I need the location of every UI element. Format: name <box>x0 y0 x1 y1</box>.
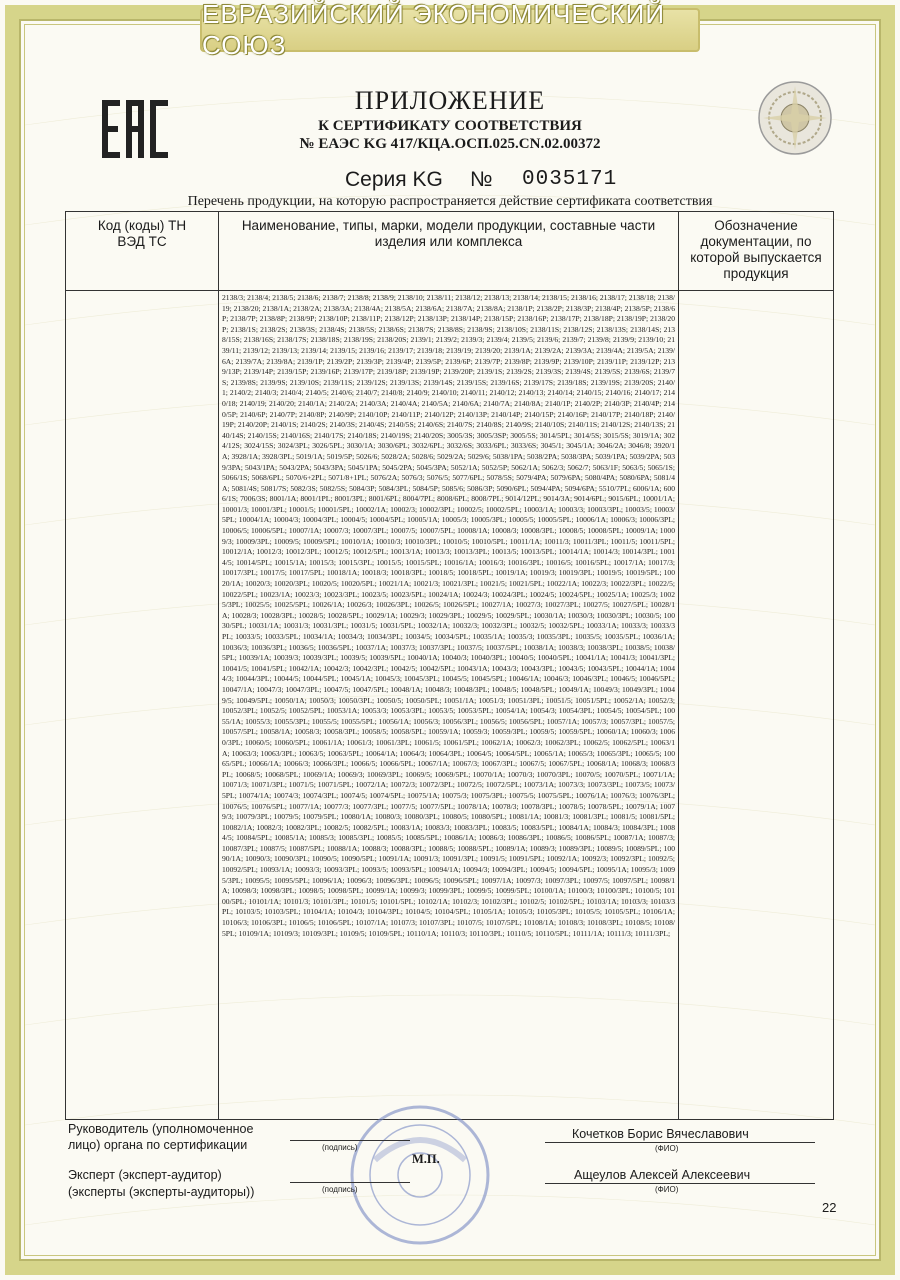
doc-cell <box>679 291 834 1120</box>
header-name: Наименование, типы, марки, модели продукции, составные части изделия или комплекса <box>219 212 679 291</box>
document-subtitle: К СЕРТИФИКАТУ СООТВЕТСТВИЯ <box>318 118 582 134</box>
expert-name: Ащеулов Алексей Алексеевич <box>574 1168 751 1182</box>
name-cell <box>219 291 679 1120</box>
eaeu-banner <box>200 0 700 60</box>
list-caption: Перечень продукции, на которую распространяется действие сертификата соответствия <box>187 194 713 209</box>
series-row <box>300 168 620 194</box>
head-label-line2: лицо) органа по сертификации <box>68 1138 248 1152</box>
model-list: 2138/3; 2138/4; 2138/5; 2138/6; 2138/7; 2138/8; 2138/9; 2138/10; 2138/11; 2138/12; 2138/13; 2138/14; 2138/15; 2138/16; 2138/17; 2138/18; 2138/19; 2138/20; 2138/1A; 2138/2A; 2138/3A; 2138/4A; 2138/5A; 2138/6A; 2138/7A; 2138/8A; 2138/1P; 2138/2P; 2138/3P; 2138/4P; 2138/5P; 2138/6P; 2138/7P; 2138/8P; 2138/9P; 2138/10P; 2138/11P; 2138/12P; 2138/13P; 2138/14P; 2138/15P; 2138/16P; 2138/17P; 2138/18P; 2138/19P; 2138/20P; 2138/1S; 2138/2S; 2138/3S; 2138/4S; 2138/5S; 2138/6S; 2138/7S; 2138/8S; 2138/9S; 2138/10S; 2138/11S; 2138/12S; 2138/13S; 2138/14S; 2138/15S; 2138/16S; 2138/17S; 2138/18S; 2138/19S; 2138/20S; 2139/1; 2139/2; 2139/3; 2139/4; 2139/5; 2139/6; 2139/7; 2139/8; 2139/9; 2139/10; 2139/11; 2139/12; 2139/13; 2139/14; 2139/15; 2139/16; 2139/17; 2139/18; 2139/19; 2139/20; 2139/1A; 2139/2A; 2139/3A; 2139/4A; 2139/5A; 2139/6A; 2139/7A; 2139/8A; 2139/1P; 2139/2P; 2139/3P; 2139/4P; 2139/5P; 2139/6P; 2139/7P; 2139/8P; 2139/9P; 2139/10P; 2139/11P; 2139/12P; 2139/13P; 2139/14P; 2139/15P; 2139/16P; 2139/17P; 2139/18P; 2139/19P; 2139/20P; 2139/1S; 2139/2S; 2139/3S; 2139/4S; 2139/5S; 2139/6S; 2139/7S; 2139/8S; 2139/9S; 2139/10S; 2139/11S; 2139/12S; 2139/13S; 2139/14S; 2139/15S; 2139/16S; 2139/17S; 2139/18S; 2139/19S; 2139/20S; 2140/1; 2140/2; 2140/3; 2140/4; 2140/5; 2140/6; 2140/7; 2140/8; 2140/9; 2140/10; 2140/11; 2140/12; 2140/13; 2140/14; 2140/15; 2140/16; 2140/17; 2140/18; 2140/19; 2140/20; 2140/1A; 2140/2A; 2140/3A; 2140/4A; 2140/5A; 2140/6A; 2140/7A; 2140/8A; 2140/1P; 2140/2P; 2140/3P; 2140/4P; 2140/5P; 2140/6P; 2140/7P; 2140/8P; 2140/9P; 2140/10P; 2140/11P; 2140/12P; 2140/13P; 2140/14P; 2140/15P; 2140/16P; 2140/17P; 2140/18P; 2140/19P; 2140/20P; 2140/1S; 2140/2S; 2140/3S; 2140/4S; 2140/5S; 2140/6S; 2140/7S; 2140/8S; 2140/9S; 2140/10S; 2140/11S; 2140/12S; 2140/13S; 2140/14S; 2140/15S; 2140/16S; 2140/17S; 2140/18S; 2140/19S; 2140/20S; 3005/3S; 3005/3SP; 3005/5S; 3014/5PL; 3014/5S; 3015/5S; 3019/1A; 3024/12S; 3024/15S; 3024/3PL; 3026/5PL; 3030/1A; 3030/6PL; 3032/6PL; 3032/6S; 3033/6PL; 3033/6S; 3045/1; 3045/1A; 3046/2A; 3046/8; 3920/1A; 3928/1A; 3928/3PL; 5019/1A; 5019/5P; 5026/6; 5028/2A; 5028/6; 5029/2A; 5029/6; 5038/1PA; 5038/2PA; 5038/3PA; 5039/1PA; 5039/2PA; 5039/3PA; 5043/1PA; 5043/2PA; 5043/3PA; 5045/1PA; 5045/2PA; 5045/3PA; 5052/1A; 5052/5P; 5062/1A; 5062/3; 5062/7; 5063/1F; 5063/5; 5065/1S; 5066/1S; 5068/6PL; 5070/6+2PL; 5071/8+1PL; 5076/2A; 5076/3; 5076/5; 5077/6PL; 5078/5S; 5079/4PA; 5079/6PA; 5080/4PA; 5080/6PA; 5081/4A; 5081/4S; 5081/7S; 5082/3S; 5082/5S; 5084/3P; 5084/3PL; 5084/5P; 5085/6; 5086/3P; 5090/6PL; 5094/4PA; 5094/6PA; 5510/7PL; 6006/1A; 6006/1S; 7006/3S; 8001/1A; 8001/1PL; 8001/3PL; 8001/6PL; 8004/7PL; 8008/6PL; 8008/7PL; 9014/12PL; 9014/3A; 9014/6PL; 9015/6PL; 10001/1A; 10001/3; 10001/3PL; 10001/5; 10001/5PL; 10002/1A; 10002/3; 10002/3PL; 10002/5; 10002/5PL; 10003/1A; 10003/3; 10003/3PL; 10003/5; 10003/5PL; 10004/1A; 10004/3; 10004/3PL; 10004/5; 10004/5PL; 10005/1A; 10005/3; 10005/3PL; 10005/5; 10005/5PL; 10006/1A; 10006/3; 10006/3PL; 10006/5; 10006/5PL; 10007/1A; 10007/3; 10007/3PL; 10007/5; 10007/5PL; 10008/1A; 10008/3; 10008/3PL; 10008/5; 10008/5PL; 10009/1A; 10009/3; 10009/3PL; 10009/5; 10009/5PL; 10010/1A; 10010/3; 10010/3PL; 10010/5; 10010/5PL; 10011/1A; 10011/3; 10011/3PL; 10011/5; 10011/5PL; 10012/1A; 10012/3; 10012/3PL; 10012/5; 10012/5PL; 10013/1A; 10013/3; 10013/3PL; 10013/5; 10013/5PL; 10014/1A; 10014/3; 10014/3PL; 10014/5; 10014/5PL; 10015/1A; 10015/3; 10015/3PL; 10015/5; 10015/5PL; 10016/1A; 10016/3; 10016/3PL; 10016/5; 10016/5PL; 10017/1A; 10017/3; 10017/3PL; 10017/5; 10017/5PL; 10018/1A; 10018/3; 10018/3PL; 10018/5; 10018/5PL; 10019/1A; 10019/3; 10019/3PL; 10019/5; 10019/5PL; 10020/1A; 10020/3; 10020/3PL; 10020/5; 10020/5PL; 10021/1A; 10021/3; 10021/3PL; 10021/5; 10021/5PL; 10022/1A; 10022/3; 10022/3PL; 10022/5; 10022/5PL; 10023/1A; 10023/3; 10023/3PL; 10023/5; 10023/5PL; 10024/1A; 10024/3; 10024/3PL; 10024/5; 10024/5PL; 10025/1A; 10025/3; 10025/3PL; 10025/5; 10025/5PL; 10026/1A; 10026/3; 10026/3PL; 10026/5; 10026/5PL; 10027/1A; 10027/3; 10027/3PL; 10027/5; 10027/5PL; 10028/1A; 10028/3; 10028/3PL; 10028/5; 10028/5PL; 10029/1A; 10029/3; 10029/3PL; 10029/5; 10029/5PL; 10030/1A; 10030/3; 10030/3PL; 10030/5; 10030/5PL; 10031/1A; 10031/3; 10031/3PL; 10031/5; 10031/5PL; 10032/1A; 10032/3; 10032/3PL; 10032/5; 10032/5PL; 10033/1A; 10033/3; 10033/3PL; 10033/5; 10033/5PL; 10034/1A; 10034/3; 10034/3PL; 10034/5; 10034/5PL; 10035/1A; 10035/3; 10035/3PL; 10035/5; 10035/5PL; 10036/1A; 10036/3; 10036/3PL; 10036/5; 10036/5PL; 10037/1A; 10037/3; 10037/3PL; 10037/5; 10037/5PL; 10038/1A; 10038/3; 10038/3PL; 10038/5; 10038/5PL; 10039/1A; 10039/3; 10039/3PL; 10039/5; 10039/5PL; 10040/1A; 10040/3; 10040/3PL; 10040/5; 10040/5PL; 10041/1A; 10041/3; 10041/3PL; 10041/5; 10041/5PL; 10042/1A; 10042/3; 10042/3PL; 10042/5; 10042/5PL; 10043/1A; 10043/3; 10043/3PL; 10043/5; 10043/5PL; 10044/1A; 10044/3; 10044/3PL; 10044/5; 10044/5PL; 10045/1A; 10045/3; 10045/3PL; 10045/5; 10045/5PL; 10046/1A; 10046/3; 10046/3PL; 10046/5; 10046/5PL; 10047/1A; 10047/3; 10047/3PL; 10047/5; 10047/5PL; 10048/1A; 10048/3; 10048/3PL; 10048/5; 10048/5PL; 10049/1A; 10049/3; 10049/3PL; 10049/5; 10049/5PL; 10050/1A; 10050/3; 10050/3PL; 10050/5; 10050/5PL; 10051/1A; 10051/3; 10051/3PL; 10051/5; 10051/5PL; 10052/1A; 10052/3; 10052/3PL; 10052/5; 10052/5PL; 10053/1A; 10053/3; 10053/3PL; 10053/5; 10053/5PL; 10054/1A; 10054/3; 10054/3PL; 10054/5; 10054/5PL; 10055/1A; 10055/3; 10055/3PL; 10055/5; 10055/5PL; 10056/1A; 10056/3; 10056/3PL; 10056/5; 10056/5PL; 10057/1A; 10057/3; 10057/3PL; 10057/5; 10057/5PL; 10058/1A; 10058/3; 10058/3PL; 10058/5; 10058/5PL; 10059/1A; 10059/3; 10059/3PL; 10059/5; 10059/5PL; 10060/1A; 10060/3; 10060/3PL; 10060/5; 10060/5PL; 10061/1A; 10061/3; 10061/3PL; 10061/5; 10061/5PL; 10062/1A; 10062/3; 10062/3PL; 10062/5; 10062/5PL; 10063/1A; 10063/3; 10063/3PL; 10063/5; 10063/5PL; 10064/1A; 10064/3; 10064/3PL; 10064/5; 10064/5PL; 10065/1A; 10065/3; 10065/3PL; 10065/5; 10065/5PL; 10066/1A; 10066/3; 10066/3PL; 10066/5; 10066/5PL; 10067/1A; 10067/3; 10067/3PL; 10067/5; 10067/5PL; 10068/1A; 10068/3; 10068/3PL; 10068/5; 10068/5PL; 10069/1A; 10069/3; 10069/3PL; 10069/5; 10069/5PL; 10070/1A; 10070/3; 10070/3PL; 10070/5; 10070/5PL; 10071/1A; 10071/3; 10071/3PL; 10071/5; 10071/5PL; 10072/1A; 10072/3; 10072/3PL; 10072/5; 10072/5PL; 10073/1A; 10073/3; 10073/3PL; 10073/5; 10073/5PL; 10074/1A; 10074/3; 10074/3PL; 10074/5; 10074/5PL; 10075/1A; 10075/3; 10075/3PL; 10075/5; 10075/5PL; 10076/1A; 10076/3; 10076/3PL; 10076/5; 10076/5PL; 10077/1A; 10077/3; 10077/3PL; 10077/5; 10077/5PL; 10078/1A; 10078/3; 10078/3PL; 10078/5; 10078/5PL; 10079/1A; 10079/3; 10079/3PL; 10079/5; 10079/5PL; 10080/1A; 10080/3; 10080/3PL; 10080/5; 10080/5PL; 10081/1A; 10081/3; 10081/3PL; 10081/5; 10081/5PL; 10082/1A; 10082/3; 10082/3PL; 10082/5; 10082/5PL; 10083/1A; 10083/3; 10083/3PL; 10083/5; 10083/5PL; 10084/1A; 10084/3; 10084/3PL; 10084/5; 10084/5PL; 10085/1A; 10085/3; 10085/3PL; 10085/5; 10085/5PL; 10086/1A; 10086/3; 10086/3PL; 10086/5; 10086/5PL; 10087/1A; 10087/3; 10087/3PL; 10087/5; 10087/5PL; 10088/1A; 10088/3; 10088/3PL; 10088/5; 10088/5PL; 10089/1A; 10089/3; 10089/3PL; 10089/5; 10089/5PL; 10090/1A; 10090/3; 10090/3PL; 10090/5; 10090/5PL; 10091/1A; 10091/3; 10091/3PL; 10091/5; 10091/5PL; 10092/1A; 10092/3; 10092/3PL; 10092/5; 10092/5PL; 10093/1A; 10093/3; 10093/3PL; 10093/5; 10093/5PL; 10094/1A; 10094/3; 10094/3PL; 10094/5; 10094/5PL; 10095/1A; 10095/3; 10095/3PL; 10095/5; 10095/5PL; 10096/1A; 10096/3; 10096/3PL; 10096/5; 10096/5PL; 10097/1A; 10097/3; 10097/3PL; 10097/5; 10097/5PL; 10098/1A; 10098/3; 10098/3PL; 10098/5; 10098/5PL; 10099/1A; 10099/3; 10099/3PL; 10099/5; 10099/5PL; 10100/1A; 10100/3; 10100/3PL; 10100/5; 10100/5PL; 10101/1A; 10101/3; 10101/3PL; 10101/5; 10101/5PL; 10102/1A; 10102/3; 10102/3PL; 10102/5; 10102/5PL; 10103/1A; 10103/3; 10103/3PL; 10103/5; 10103/5PL; 10104/1A; 10104/3; 10104/3PL; 10104/5; 10104/5PL; 10105/1A; 10105/3; 10105/3PL; 10105/5; 10105/5PL; 10106/1A; 10106/3; 10106/3PL; 10106/5; 10106/5PL; 10107/1A; 10107/3; 10107/3PL; 10107/5; 10107/5PL; 10108/1A; 10108/3; 10108/3PL; 10108/5; 10108/5PL; 10109/1A; 10109/3; 10109/3PL; 10109/5; 10109/5PL; 10110/1A; 10110/3; 10110/3PL; 10110/5; 10110/5PL; 10111/1A; 10111/3; 10111/3PL; <box>222 293 675 938</box>
number-sign: № <box>470 168 493 191</box>
certificate-number: № ЕАЭС KG 417/КЦА.ОСП.025.CN.02.00372 <box>299 136 601 152</box>
expert-signature-caption: (подпись) <box>322 1185 358 1194</box>
series-number: 0035171 <box>522 168 618 191</box>
table-header-row <box>66 212 834 291</box>
head-name-line <box>545 1142 815 1143</box>
expert-name-line <box>545 1183 815 1184</box>
expert-label-line2: (эксперты (эксперты-аудиторы)) <box>68 1185 255 1199</box>
head-signature-caption: (подпись) <box>322 1143 358 1152</box>
expert-signature-line <box>290 1182 410 1183</box>
page-number: 22 <box>822 1200 837 1215</box>
banner-text: ЕВРАЗИЙСКИЙ ЭКОНОМИЧЕСКИЙ СОЮЗ <box>202 0 666 60</box>
header-code: Код (коды) ТН ВЭД ТС <box>66 212 219 291</box>
mp-label: М.П. <box>412 1152 440 1166</box>
head-fio-caption: (ФИО) <box>655 1144 679 1153</box>
expert-fio-caption: (ФИО) <box>655 1185 679 1194</box>
header-doc: Обозначение документации, по которой выпускается продукция <box>679 212 834 291</box>
series-label: Серия KG <box>345 168 443 191</box>
head-label-line1: Руководитель (уполномоченное <box>68 1122 254 1136</box>
head-signature-line <box>290 1140 410 1141</box>
table-row <box>66 291 834 1120</box>
document-title: ПРИЛОЖЕНИЕ <box>354 86 546 115</box>
head-name: Кочетков Борис Вячеславович <box>572 1127 749 1141</box>
expert-label-line1: Эксперт (эксперт-аудитор) <box>68 1168 222 1182</box>
products-table <box>65 211 834 1120</box>
code-cell <box>66 291 219 1120</box>
round-stamp-icon <box>345 1100 495 1250</box>
